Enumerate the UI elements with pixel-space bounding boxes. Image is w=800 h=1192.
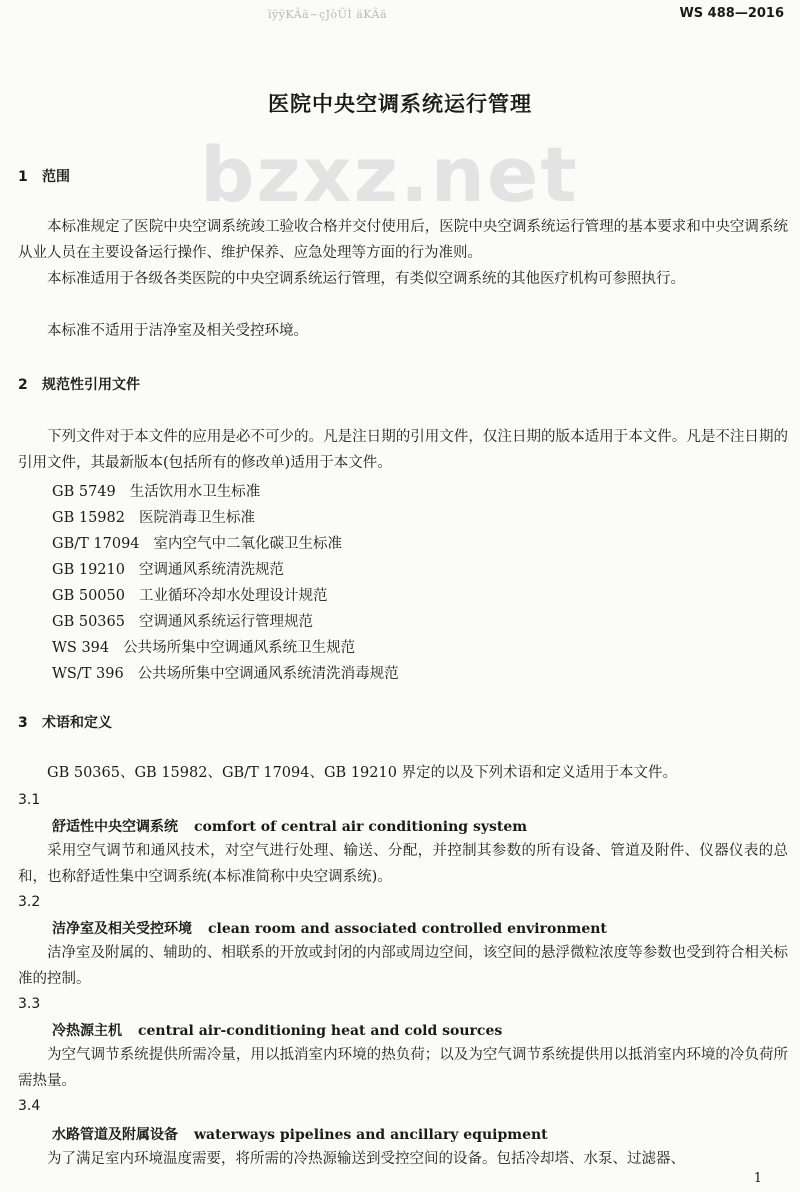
- reference-code: WS/T 396: [52, 666, 124, 682]
- reference-code: GB/T 17094: [52, 536, 140, 552]
- section-1-paragraph-3: 本标准不适用于洁净室及相关受控环境。: [47, 323, 308, 339]
- section-number: 1: [18, 169, 28, 185]
- standard-code: WS 488—2016: [679, 6, 784, 21]
- document-title: 医院中央空调系统运行管理: [268, 92, 532, 116]
- section-title: 范围: [42, 169, 70, 185]
- reference-item: [52, 662, 399, 683]
- term-definition: 采用空气调节和通风技术，对空气进行处理、输送、分配，并控制其参数的所有设备、管道及附件、仪器仪表的总和，也称舒适性集中空调系统(本标准简称中央空调系统)。: [18, 843, 788, 885]
- reference-name: 公共场所集中空调通风系统卫生规范: [123, 640, 356, 656]
- term-english: clean room and associated controlled environment: [208, 921, 607, 937]
- reference-name: 空调通风系统清洗规范: [138, 562, 284, 578]
- term-english: waterways pipelines and ancillary equipment: [194, 1127, 548, 1143]
- reference-name: 室内空气中二氧化碳卫生标准: [153, 536, 343, 552]
- reference-code: GB 19210: [52, 562, 125, 578]
- header-garbled-text: ïÿÿKÃä~çJòÜÌ äKÃä: [268, 8, 388, 21]
- term-chinese: 舒适性中央空调系统: [52, 819, 178, 835]
- term-heading: [52, 1124, 548, 1144]
- reference-item: [52, 584, 327, 605]
- term-heading: [52, 1020, 502, 1040]
- reference-code: GB 15982: [52, 510, 125, 526]
- term-definition: 洁净室及附属的、辅助的、相联系的开放或封闭的内部或周边空间，该空间的悬浮微粒浓度等参数也受到符合相关标准的控制。: [18, 945, 788, 987]
- reference-code: GB 50050: [52, 588, 125, 604]
- term-number: 3.4: [18, 1098, 41, 1114]
- reference-name: 空调通风系统运行管理规范: [138, 614, 313, 630]
- term-heading: [52, 918, 607, 938]
- reference-name: 公共场所集中空调通风系统清洗消毒规范: [137, 666, 399, 682]
- section-2-heading: [18, 374, 140, 394]
- term-chinese: 冷热源主机: [52, 1023, 122, 1039]
- reference-item: [52, 506, 255, 527]
- reference-code: WS 394: [52, 640, 110, 656]
- reference-name: 医院消毒卫生标准: [138, 510, 255, 526]
- reference-name: 工业循环冷却水处理设计规范: [138, 588, 328, 604]
- reference-item: [52, 532, 342, 553]
- reference-item: [52, 610, 313, 631]
- section-3-paragraph-1: GB 50365、GB 15982、GB/T 17094、GB 19210 界定的以及下列术语和定义适用于本文件。: [47, 765, 678, 781]
- term-definition: 为空气调节系统提供所需冷量，用以抵消室内环境的热负荷；以及为空气调节系统提供用以抵消室内环境的冷负荷所需热量。: [18, 1047, 788, 1089]
- term-chinese: 洁净室及相关受控环境: [52, 921, 192, 937]
- page-number: 1: [753, 1171, 762, 1186]
- term-heading: [52, 816, 527, 836]
- reference-item: [52, 636, 355, 657]
- term-number: 3.1: [18, 792, 41, 808]
- section-title: 规范性引用文件: [42, 377, 140, 393]
- section-1-heading: [18, 166, 70, 186]
- term-definition: 为了满足室内环境温度需要，将所需的冷热源输送到受控空间的设备。包括冷却塔、水泵、过滤器、: [47, 1151, 685, 1167]
- section-1-paragraph-2: 本标准适用于各级各类医院的中央空调系统运行管理，有类似空调系统的其他医疗机构可参照执行。: [47, 271, 685, 287]
- reference-code: GB 5749: [52, 484, 116, 500]
- reference-code: GB 50365: [52, 614, 125, 630]
- term-number: 3.3: [18, 996, 41, 1012]
- section-number: 3: [18, 715, 28, 731]
- reference-item: [52, 558, 284, 579]
- section-number: 2: [18, 377, 28, 393]
- section-2-paragraph-1: 下列文件对于本文件的应用是必不可少的。凡是注日期的引用文件，仅注日期的版本适用于本文件。凡是不注日期的引用文件，其最新版本(包括所有的修改单)适用于本文件。: [18, 429, 788, 471]
- watermark: bzxz.net: [200, 130, 579, 219]
- term-english: central air-conditioning heat and cold sources: [138, 1023, 503, 1039]
- section-title: 术语和定义: [42, 715, 112, 731]
- section-3-heading: [18, 712, 112, 732]
- term-number: 3.2: [18, 894, 41, 910]
- term-chinese: 水路管道及附属设备: [52, 1127, 178, 1143]
- section-1-paragraph-1: 本标准规定了医院中央空调系统竣工验收合格并交付使用后，医院中央空调系统运行管理的基本要求和中央空调系统从业人员在主要设备运行操作、维护保养、应急处理等方面的行为准则。: [18, 219, 788, 261]
- term-english: comfort of central air conditioning system: [194, 819, 528, 835]
- reference-name: 生活饮用水卫生标准: [129, 484, 261, 500]
- reference-item: [52, 480, 260, 501]
